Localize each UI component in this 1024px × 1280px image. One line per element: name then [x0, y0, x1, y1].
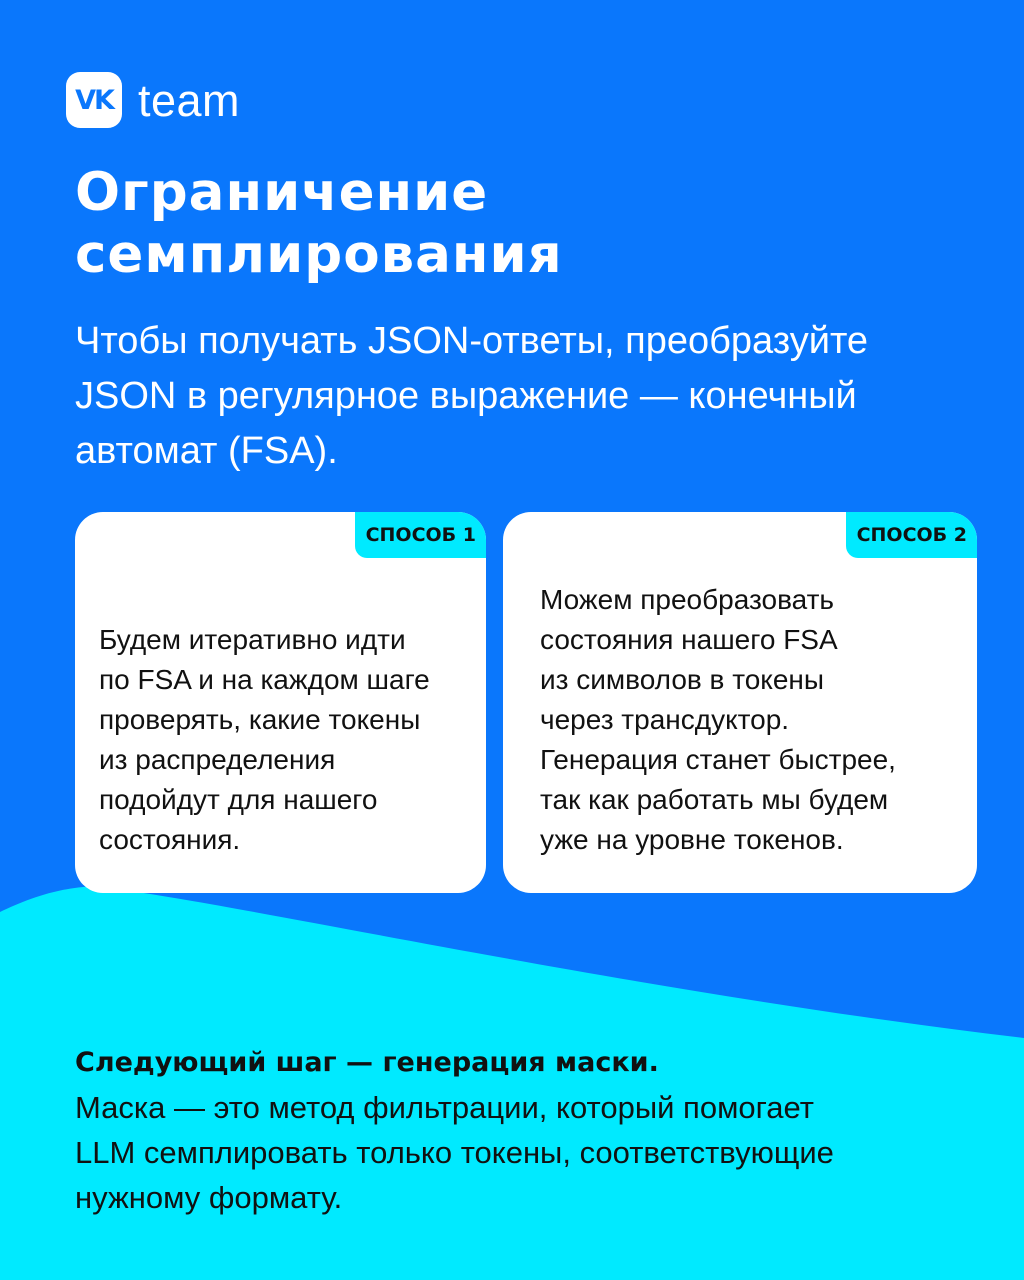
next-step-heading: Следующий шаг — генерация маски. — [75, 1047, 659, 1078]
logo-text: team — [138, 74, 241, 126]
page-title: Ограничение семплирования — [75, 162, 563, 285]
method-text-2: Можем преобразовать состояния нашего FSA из символов в токены через трансдуктор. Генерация станет быстрее, так как работать мы будем уже на уровне токенов. — [540, 584, 896, 855]
next-step-body: Маска — это метод фильтрации, который помогает LLM семплировать только токены, соответствующие нужному формату. — [75, 1090, 834, 1215]
method-badge-1: СПОСОБ 1 — [355, 512, 486, 558]
next-step-section — [75, 1040, 955, 1220]
method-text-1: Будем итеративно идти по FSA и на каждом шаге проверять, какие токены из распределения подойдут для нашего состояния. — [99, 624, 430, 855]
vk-logo-mark: VK — [75, 84, 113, 116]
brand-logo — [66, 72, 240, 128]
method-card-1 — [75, 512, 486, 893]
page-subtitle: Чтобы получать JSON-ответы, преобразуйте JSON в регулярное выражение — конечный автомат (FSA). — [75, 320, 869, 472]
vk-logo-icon — [66, 72, 122, 128]
method-card-2 — [503, 512, 977, 893]
method-badge-2: СПОСОБ 2 — [846, 512, 977, 558]
